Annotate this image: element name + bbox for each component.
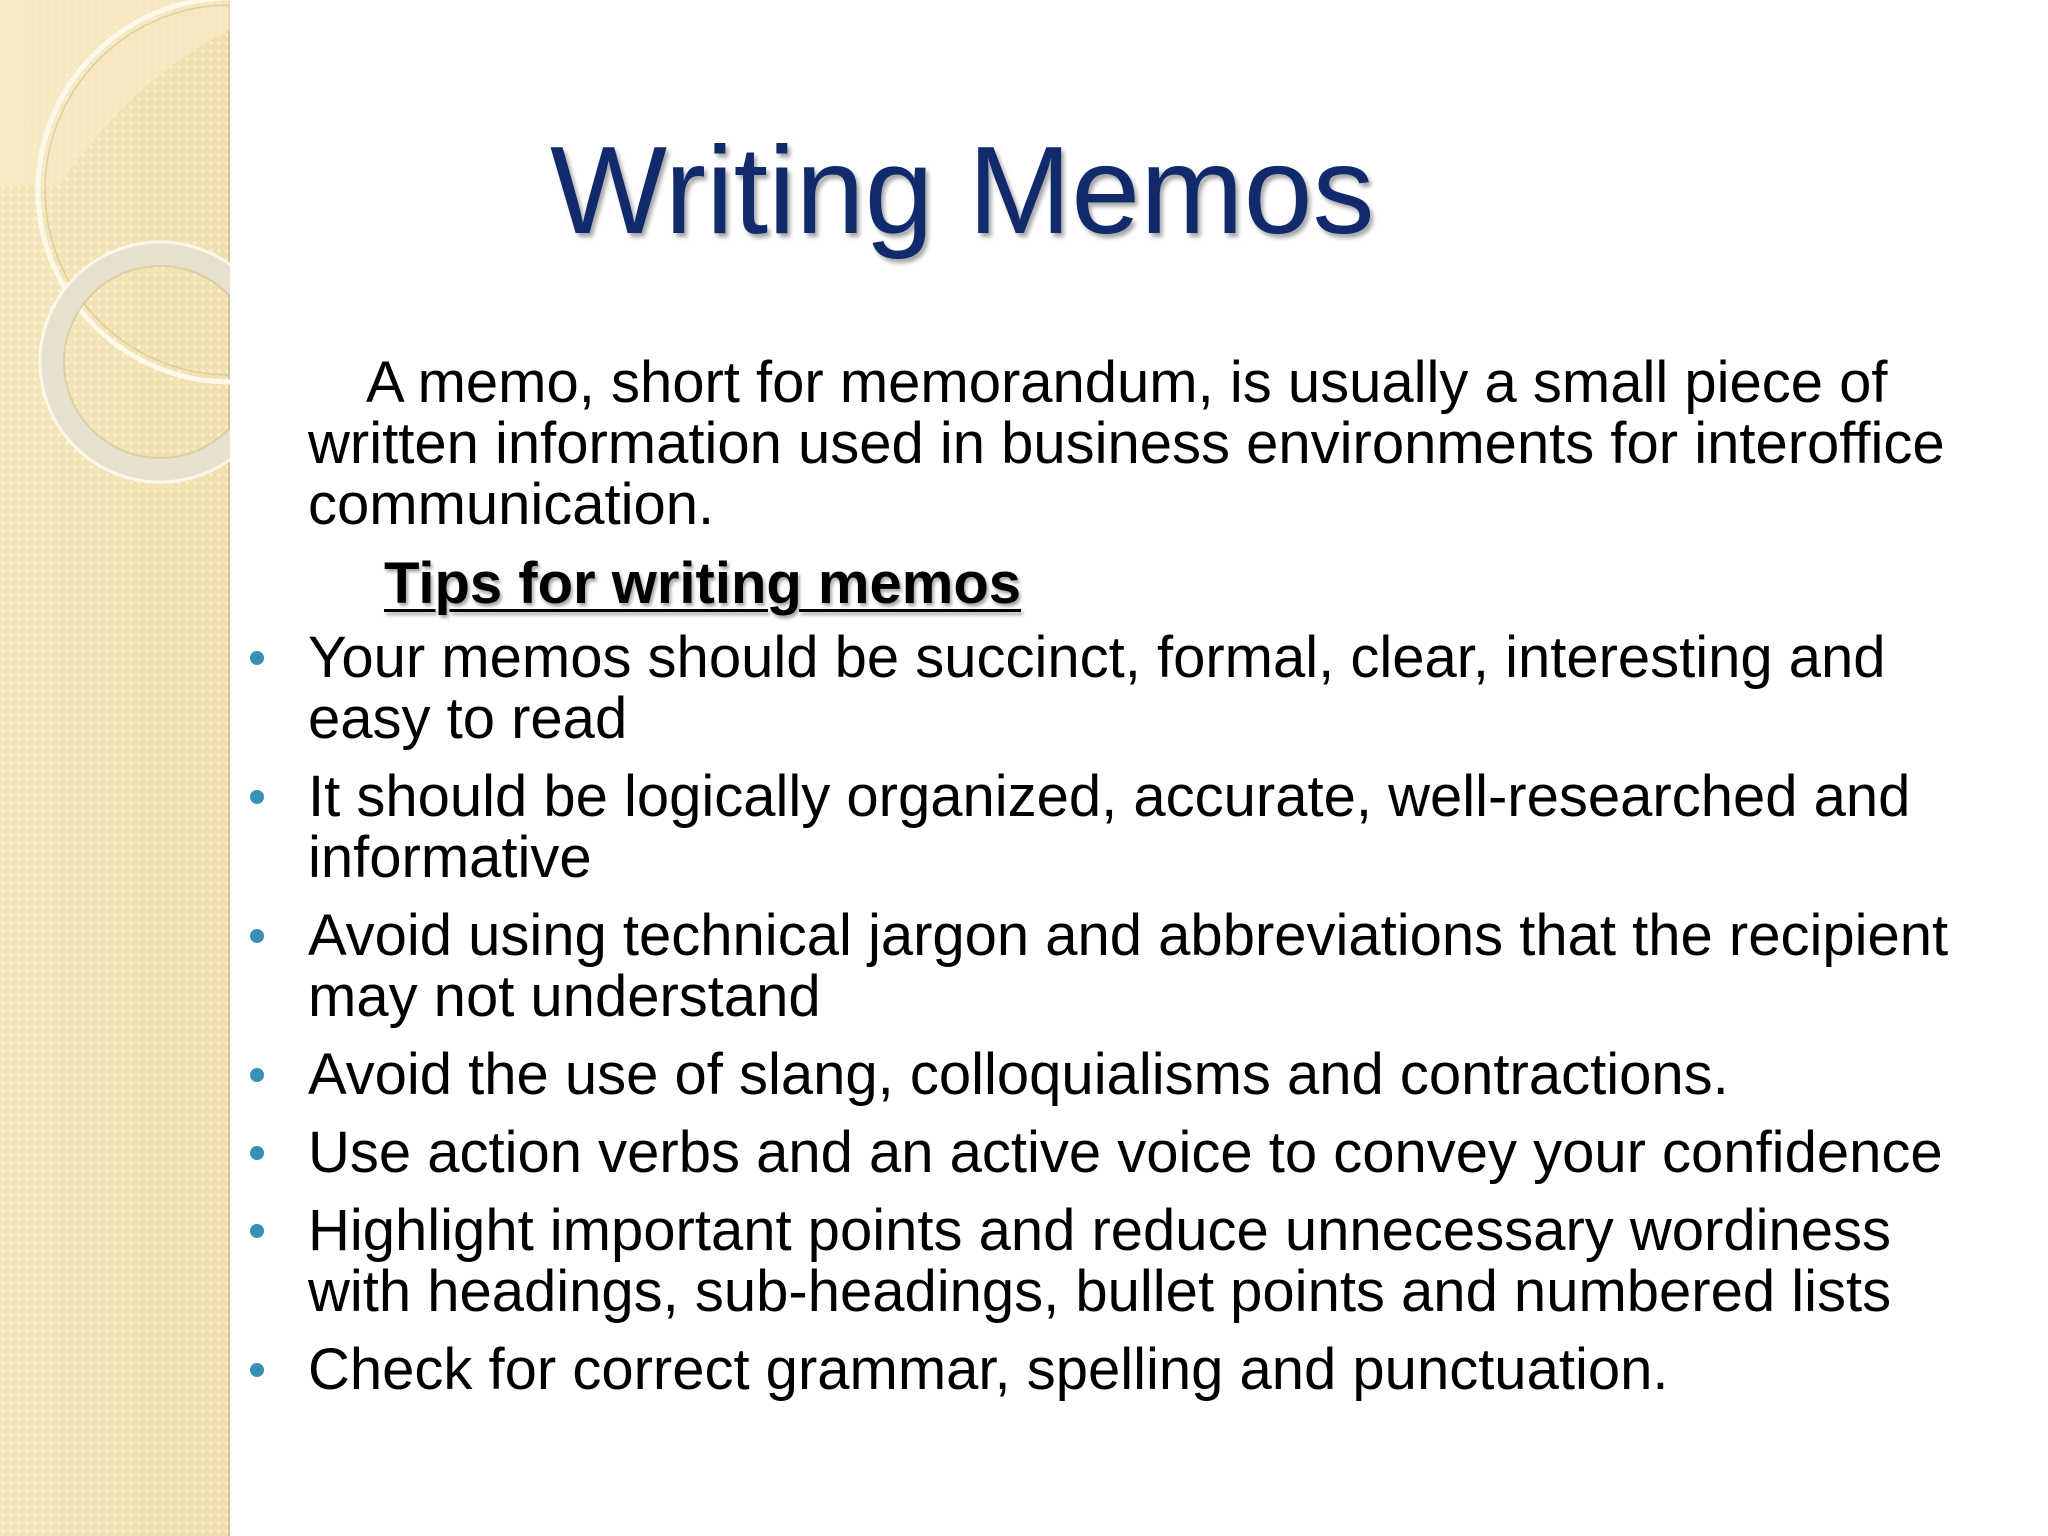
list-item <box>308 1339 2008 1400</box>
slide-body <box>308 352 2008 1400</box>
bullet-icon <box>250 1363 264 1377</box>
bullet-icon <box>250 651 264 665</box>
decorative-side-band <box>0 0 230 1536</box>
tip-text: Your memos should be succinct, formal, clear, interesting and easy to read <box>308 625 1886 751</box>
tip-text: It should be logically organized, accurate, well-researched and informative <box>308 764 1911 890</box>
list-item <box>308 1200 2008 1322</box>
bullet-icon <box>250 929 264 943</box>
bullet-icon <box>250 1068 264 1082</box>
bullet-icon <box>250 790 264 804</box>
tip-text: Highlight important points and reduce unnecessary wordiness with headings, sub-headings, bullet points and numbered lists <box>308 1198 1892 1324</box>
list-item <box>308 627 2008 749</box>
tips-list <box>308 627 2008 1400</box>
list-item <box>308 1122 2008 1183</box>
slide-title: Writing Memos <box>550 122 1375 260</box>
decorative-circles-icon <box>0 0 230 520</box>
tips-subheading: Tips for writing memos <box>384 551 1022 616</box>
list-item <box>308 1044 2008 1105</box>
tip-text: Use action verbs and an active voice to convey your confidence <box>308 1120 1943 1185</box>
bullet-icon <box>250 1146 264 1160</box>
intro-paragraph: A memo, short for memorandum, is usually a small piece of written information used in business environments for interoffice communication. <box>308 350 1945 537</box>
list-item <box>308 766 2008 888</box>
tip-text: Check for correct grammar, spelling and punctuation. <box>308 1337 1669 1402</box>
bullet-icon <box>250 1224 264 1238</box>
tip-text: Avoid the use of slang, colloquialisms and contractions. <box>308 1042 1729 1107</box>
tip-text: Avoid using technical jargon and abbreviations that the recipient may not understand <box>308 903 1949 1029</box>
list-item <box>308 905 2008 1027</box>
